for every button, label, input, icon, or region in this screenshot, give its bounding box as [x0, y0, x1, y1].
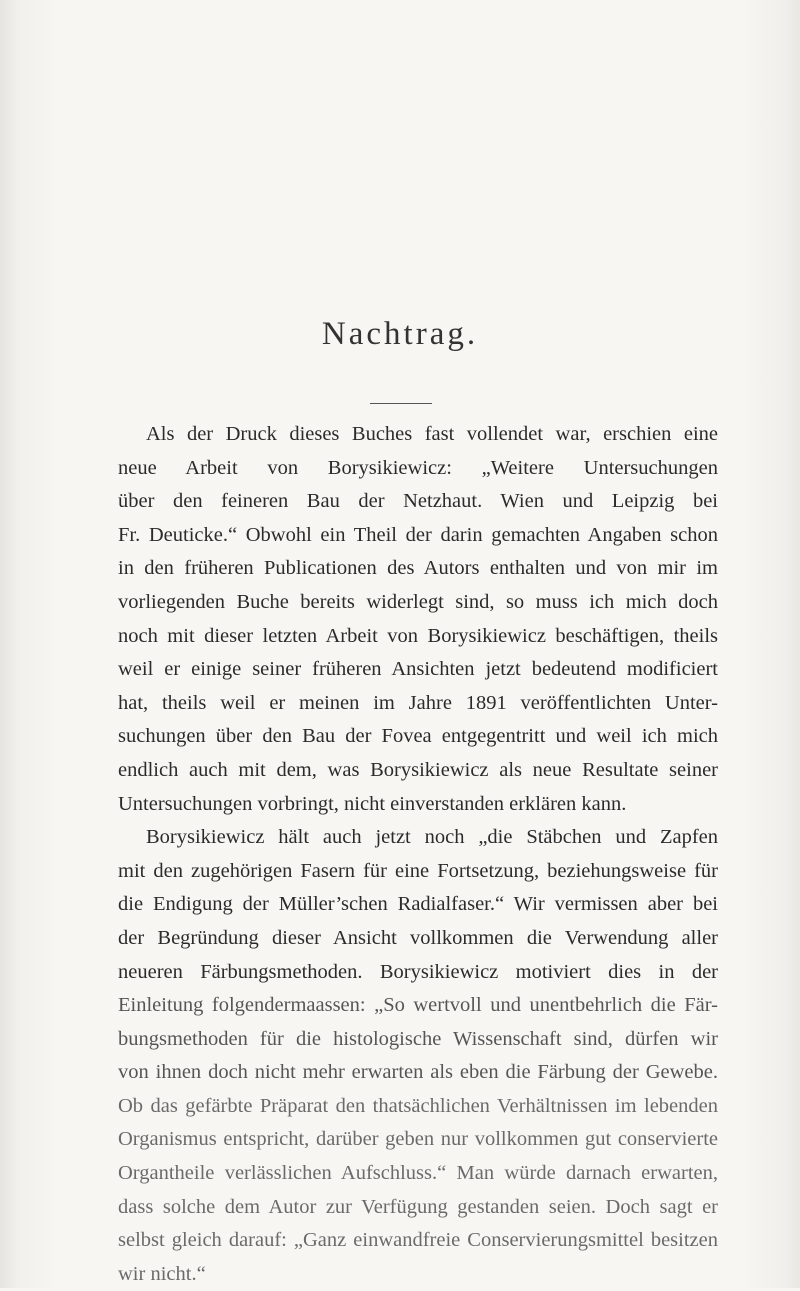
text-line: weil er einige seiner früheren Ansichten jetzt bedeutend modificiert	[118, 658, 718, 681]
text-line: suchungen über den Bau der Fovea entgegentritt und weil ich mich	[118, 725, 718, 748]
text-line: Untersuchungen vorbringt, nicht einverstanden erklären kann.	[118, 792, 627, 815]
body-text	[118, 418, 718, 1291]
text-line: mit den zugehörigen Fasern für eine Fortsetzung, beziehungsweise für	[118, 859, 718, 882]
text-line: in den früheren Publicationen des Autors enthalten und von mir im	[118, 557, 718, 580]
text-line: Organtheile verlässlichen Aufschluss.“ Man würde darnach erwarten,	[118, 1162, 718, 1185]
text-line: von ihnen doch nicht mehr erwarten als eben die Färbung der Gewebe.	[118, 1061, 718, 1084]
text-line: Einleitung folgendermaassen: „So wertvoll und unentbehrlich die Fär-	[118, 994, 718, 1017]
text-line: selbst gleich darauf: „Ganz einwandfreie Conservierungsmittel besitzen	[118, 1229, 718, 1252]
text-line: Organismus entspricht, darüber geben nur vollkommen gut conservierte	[118, 1128, 718, 1151]
text-line: neue Arbeit von Borysikiewicz: „Weitere Untersuchungen	[118, 456, 718, 479]
text-line: bungsmethoden für die histologische Wissenschaft sind, dürfen wir	[118, 1027, 718, 1050]
text-line: Ob das gefärbte Präparat den thatsächlichen Verhältnissen im lebenden	[118, 1094, 718, 1117]
text-line: noch mit dieser letzten Arbeit von Borysikiewicz beschäftigen, theils	[118, 624, 718, 647]
text-line: über den feineren Bau der Netzhaut. Wien und Leipzig bei	[118, 490, 718, 513]
text-line: vorliegenden Buche bereits widerlegt sind, so muss ich mich doch	[118, 590, 718, 613]
text-line: Fr. Deuticke.“ Obwohl ein Theil der darin gemachten Angaben schon	[118, 523, 718, 546]
text-line: endlich auch mit dem, was Borysikiewicz als neue Resultate seiner	[118, 758, 718, 781]
text-line: Als der Druck dieses Buches fast vollendet war, erschien eine	[146, 423, 718, 445]
text-line: neueren Färbungsmethoden. Borysikiewicz motiviert dies in der	[118, 960, 718, 983]
text-line: wir nicht.“	[118, 1262, 206, 1285]
text-line: Borysikiewicz hält auch jetzt noch „die Stäbchen und Zapfen	[146, 826, 718, 849]
text-line: der Begründung dieser Ansicht vollkommen die Verwendung aller	[118, 926, 718, 949]
text-line: hat, theils weil er meinen im Jahre 1891 veröffentlichten Unter-	[118, 691, 718, 714]
text-line: die Endigung der Müller’schen Radialfaser.“ Wir vermissen aber bei	[118, 893, 718, 916]
page-title: Nachtrag.	[321, 316, 479, 352]
title-divider	[370, 403, 432, 404]
text-line: dass solche dem Autor zur Verfügung gestanden seien. Doch sagt er	[118, 1195, 718, 1218]
